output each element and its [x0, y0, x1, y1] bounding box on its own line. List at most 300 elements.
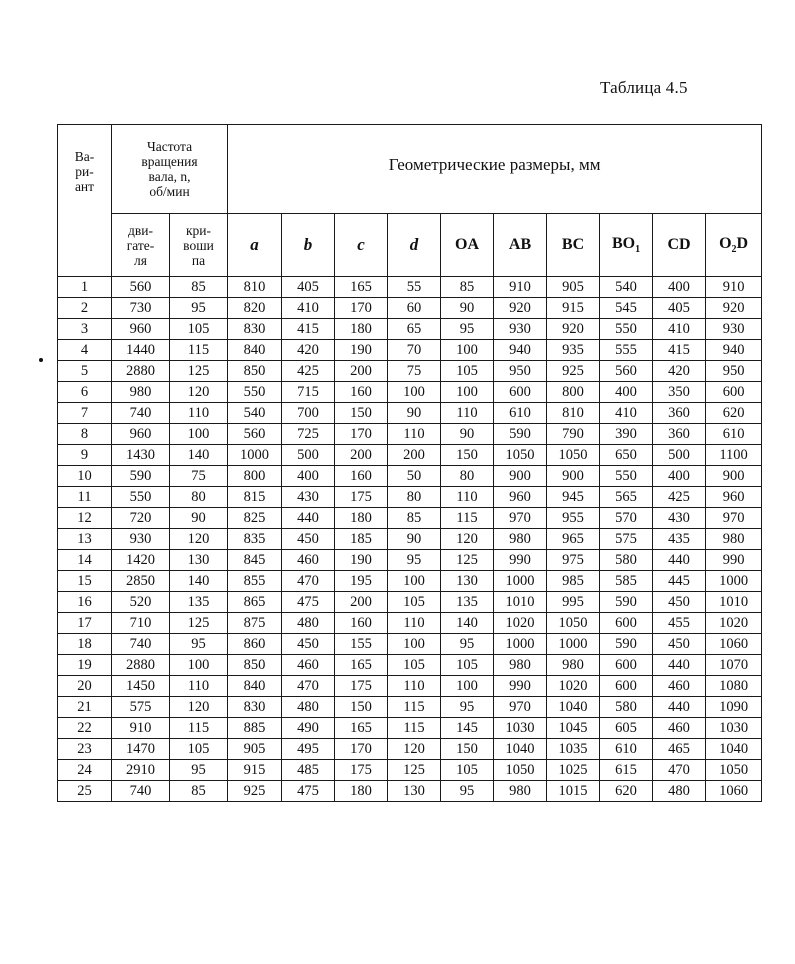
cell-variant: 4 [58, 340, 112, 361]
cell-cd: 350 [653, 382, 706, 403]
cell-d: 60 [388, 298, 441, 319]
cell-o2d: 1040 [706, 739, 762, 760]
cell-crank-rpm: 85 [170, 781, 228, 802]
cell-bo1: 620 [600, 781, 653, 802]
cell-a: 865 [228, 592, 282, 613]
cell-bc: 810 [547, 403, 600, 424]
cell-cd: 460 [653, 676, 706, 697]
cell-bo1: 550 [600, 466, 653, 487]
table-row [58, 445, 762, 466]
cell-bc: 905 [547, 277, 600, 298]
cell-o2d: 960 [706, 487, 762, 508]
cell-b: 450 [282, 634, 335, 655]
cell-motor-rpm: 730 [112, 298, 170, 319]
cell-c: 150 [335, 403, 388, 424]
cell-variant: 5 [58, 361, 112, 382]
cell-c: 165 [335, 655, 388, 676]
cell-d: 105 [388, 592, 441, 613]
cell-b: 700 [282, 403, 335, 424]
cell-ab: 1020 [494, 613, 547, 634]
cell-b: 715 [282, 382, 335, 403]
cell-bc: 925 [547, 361, 600, 382]
cell-variant: 19 [58, 655, 112, 676]
cell-motor-rpm: 960 [112, 424, 170, 445]
cell-oa: 80 [441, 466, 494, 487]
table-row [58, 298, 762, 319]
cell-bo1: 605 [600, 718, 653, 739]
cell-ab: 1040 [494, 739, 547, 760]
cell-bc: 975 [547, 550, 600, 571]
cell-oa: 145 [441, 718, 494, 739]
cell-bc: 995 [547, 592, 600, 613]
cell-crank-rpm: 85 [170, 277, 228, 298]
cell-motor-rpm: 1450 [112, 676, 170, 697]
cell-variant: 25 [58, 781, 112, 802]
cell-bo1: 600 [600, 613, 653, 634]
header-bo1-sub: 1 [635, 244, 641, 256]
cell-oa: 105 [441, 361, 494, 382]
cell-b: 490 [282, 718, 335, 739]
cell-o2d: 970 [706, 508, 762, 529]
cell-o2d: 1060 [706, 781, 762, 802]
table-row [58, 697, 762, 718]
cell-cd: 450 [653, 592, 706, 613]
cell-d: 65 [388, 319, 441, 340]
cell-a: 925 [228, 781, 282, 802]
cell-bo1: 410 [600, 403, 653, 424]
cell-bo1: 575 [600, 529, 653, 550]
cell-d: 110 [388, 676, 441, 697]
cell-c: 200 [335, 361, 388, 382]
cell-motor-rpm: 575 [112, 697, 170, 718]
cell-oa: 95 [441, 634, 494, 655]
cell-o2d: 1010 [706, 592, 762, 613]
cell-a: 875 [228, 613, 282, 634]
table-row [58, 718, 762, 739]
cell-bo1: 580 [600, 697, 653, 718]
cell-o2d: 980 [706, 529, 762, 550]
cell-variant: 20 [58, 676, 112, 697]
cell-b: 425 [282, 361, 335, 382]
cell-c: 170 [335, 424, 388, 445]
cell-d: 100 [388, 634, 441, 655]
cell-o2d: 1020 [706, 613, 762, 634]
cell-o2d: 1070 [706, 655, 762, 676]
header-variant: Ва- ри- ант [58, 125, 112, 277]
cell-b: 415 [282, 319, 335, 340]
cell-oa: 130 [441, 571, 494, 592]
cell-b: 405 [282, 277, 335, 298]
cell-ab: 610 [494, 403, 547, 424]
cell-ab: 1050 [494, 445, 547, 466]
cell-c: 195 [335, 571, 388, 592]
cell-motor-rpm: 1430 [112, 445, 170, 466]
cell-oa: 85 [441, 277, 494, 298]
cell-a: 810 [228, 277, 282, 298]
cell-bc: 980 [547, 655, 600, 676]
cell-oa: 95 [441, 319, 494, 340]
cell-variant: 3 [58, 319, 112, 340]
header-o2d-sub: 2 [731, 244, 737, 256]
cell-bo1: 600 [600, 676, 653, 697]
cell-cd: 440 [653, 697, 706, 718]
cell-motor-rpm: 740 [112, 403, 170, 424]
cell-c: 200 [335, 592, 388, 613]
table-row [58, 319, 762, 340]
cell-bc: 915 [547, 298, 600, 319]
cell-o2d: 1060 [706, 634, 762, 655]
cell-oa: 100 [441, 382, 494, 403]
cell-crank-rpm: 105 [170, 319, 228, 340]
cell-variant: 18 [58, 634, 112, 655]
cell-oa: 95 [441, 697, 494, 718]
cell-cd: 425 [653, 487, 706, 508]
table-row [58, 403, 762, 424]
cell-variant: 16 [58, 592, 112, 613]
header-geometry-group: Геометрические размеры, мм [228, 125, 762, 214]
header-d: d [388, 214, 441, 277]
cell-c: 175 [335, 676, 388, 697]
cell-b: 500 [282, 445, 335, 466]
cell-bo1: 400 [600, 382, 653, 403]
cell-bc: 1045 [547, 718, 600, 739]
table-body [58, 277, 762, 802]
cell-bc: 900 [547, 466, 600, 487]
cell-a: 860 [228, 634, 282, 655]
cell-ab: 910 [494, 277, 547, 298]
cell-cd: 400 [653, 466, 706, 487]
cell-a: 550 [228, 382, 282, 403]
cell-crank-rpm: 140 [170, 445, 228, 466]
header-bo1 [600, 214, 653, 277]
cell-d: 110 [388, 613, 441, 634]
table-row [58, 760, 762, 781]
cell-cd: 470 [653, 760, 706, 781]
header-crank: кри- воши па [170, 214, 228, 277]
cell-bo1: 650 [600, 445, 653, 466]
cell-motor-rpm: 710 [112, 613, 170, 634]
cell-bo1: 390 [600, 424, 653, 445]
cell-b: 470 [282, 571, 335, 592]
cell-b: 475 [282, 781, 335, 802]
cell-crank-rpm: 115 [170, 718, 228, 739]
cell-c: 170 [335, 739, 388, 760]
cell-crank-rpm: 120 [170, 529, 228, 550]
cell-motor-rpm: 560 [112, 277, 170, 298]
cell-a: 1000 [228, 445, 282, 466]
cell-crank-rpm: 105 [170, 739, 228, 760]
header-b: b [282, 214, 335, 277]
cell-b: 460 [282, 655, 335, 676]
cell-crank-rpm: 135 [170, 592, 228, 613]
cell-variant: 1 [58, 277, 112, 298]
table-row [58, 340, 762, 361]
cell-d: 125 [388, 760, 441, 781]
cell-cd: 440 [653, 655, 706, 676]
cell-d: 55 [388, 277, 441, 298]
cell-oa: 110 [441, 487, 494, 508]
cell-ab: 1030 [494, 718, 547, 739]
cell-motor-rpm: 1420 [112, 550, 170, 571]
cell-bc: 965 [547, 529, 600, 550]
cell-b: 495 [282, 739, 335, 760]
cell-bc: 1020 [547, 676, 600, 697]
cell-oa: 95 [441, 781, 494, 802]
cell-cd: 360 [653, 403, 706, 424]
cell-b: 480 [282, 697, 335, 718]
cell-c: 200 [335, 445, 388, 466]
cell-cd: 445 [653, 571, 706, 592]
cell-c: 175 [335, 487, 388, 508]
cell-bo1: 570 [600, 508, 653, 529]
cell-crank-rpm: 110 [170, 403, 228, 424]
cell-variant: 11 [58, 487, 112, 508]
cell-variant: 24 [58, 760, 112, 781]
cell-bc: 790 [547, 424, 600, 445]
cell-cd: 440 [653, 550, 706, 571]
cell-variant: 14 [58, 550, 112, 571]
cell-bo1: 550 [600, 319, 653, 340]
cell-o2d: 1050 [706, 760, 762, 781]
cell-oa: 110 [441, 403, 494, 424]
cell-c: 180 [335, 319, 388, 340]
cell-bc: 1050 [547, 613, 600, 634]
table-row [58, 529, 762, 550]
cell-d: 85 [388, 508, 441, 529]
table-row [58, 634, 762, 655]
cell-o2d: 900 [706, 466, 762, 487]
cell-motor-rpm: 1440 [112, 340, 170, 361]
header-o2d-pre: O [719, 234, 732, 252]
cell-ab: 590 [494, 424, 547, 445]
cell-c: 165 [335, 718, 388, 739]
cell-variant: 12 [58, 508, 112, 529]
cell-crank-rpm: 95 [170, 298, 228, 319]
cell-crank-rpm: 115 [170, 340, 228, 361]
cell-o2d: 940 [706, 340, 762, 361]
cell-ab: 990 [494, 550, 547, 571]
cell-b: 430 [282, 487, 335, 508]
cell-oa: 115 [441, 508, 494, 529]
cell-bc: 1040 [547, 697, 600, 718]
cell-motor-rpm: 980 [112, 382, 170, 403]
cell-motor-rpm: 2880 [112, 655, 170, 676]
cell-b: 450 [282, 529, 335, 550]
cell-a: 850 [228, 361, 282, 382]
cell-ab: 970 [494, 697, 547, 718]
cell-oa: 120 [441, 529, 494, 550]
cell-o2d: 990 [706, 550, 762, 571]
cell-b: 440 [282, 508, 335, 529]
cell-motor-rpm: 590 [112, 466, 170, 487]
table-header [58, 125, 762, 277]
cell-motor-rpm: 2880 [112, 361, 170, 382]
cell-motor-rpm: 740 [112, 781, 170, 802]
cell-b: 485 [282, 760, 335, 781]
cell-a: 835 [228, 529, 282, 550]
cell-bc: 955 [547, 508, 600, 529]
cell-oa: 105 [441, 655, 494, 676]
cell-bo1: 540 [600, 277, 653, 298]
cell-ab: 1050 [494, 760, 547, 781]
cell-variant: 17 [58, 613, 112, 634]
cell-crank-rpm: 80 [170, 487, 228, 508]
cell-bo1: 545 [600, 298, 653, 319]
cell-a: 825 [228, 508, 282, 529]
cell-c: 180 [335, 781, 388, 802]
cell-bc: 1015 [547, 781, 600, 802]
cell-cd: 460 [653, 718, 706, 739]
cell-oa: 150 [441, 739, 494, 760]
cell-cd: 400 [653, 277, 706, 298]
cell-variant: 10 [58, 466, 112, 487]
table-row [58, 781, 762, 802]
cell-bc: 985 [547, 571, 600, 592]
cell-cd: 415 [653, 340, 706, 361]
cell-c: 190 [335, 340, 388, 361]
cell-cd: 435 [653, 529, 706, 550]
cell-bc: 920 [547, 319, 600, 340]
cell-o2d: 950 [706, 361, 762, 382]
cell-crank-rpm: 95 [170, 634, 228, 655]
cell-a: 855 [228, 571, 282, 592]
table-row [58, 487, 762, 508]
cell-bc: 1000 [547, 634, 600, 655]
header-o2d-post: D [736, 234, 749, 252]
cell-motor-rpm: 910 [112, 718, 170, 739]
cell-b: 410 [282, 298, 335, 319]
table-row [58, 382, 762, 403]
cell-bo1: 600 [600, 655, 653, 676]
cell-c: 190 [335, 550, 388, 571]
table-row [58, 676, 762, 697]
cell-variant: 2 [58, 298, 112, 319]
table-row [58, 277, 762, 298]
cell-ab: 930 [494, 319, 547, 340]
cell-bc: 935 [547, 340, 600, 361]
cell-crank-rpm: 120 [170, 697, 228, 718]
cell-d: 105 [388, 655, 441, 676]
cell-o2d: 1000 [706, 571, 762, 592]
table-row [58, 571, 762, 592]
header-cd: CD [653, 214, 706, 277]
cell-c: 160 [335, 382, 388, 403]
cell-d: 50 [388, 466, 441, 487]
cell-b: 470 [282, 676, 335, 697]
table-row [58, 508, 762, 529]
table-row [58, 466, 762, 487]
header-a: a [228, 214, 282, 277]
cell-oa: 105 [441, 760, 494, 781]
header-c: c [335, 214, 388, 277]
cell-oa: 90 [441, 298, 494, 319]
cell-o2d: 1090 [706, 697, 762, 718]
cell-d: 115 [388, 697, 441, 718]
cell-a: 560 [228, 424, 282, 445]
cell-d: 130 [388, 781, 441, 802]
cell-a: 840 [228, 340, 282, 361]
scan-speck [39, 358, 43, 362]
cell-a: 540 [228, 403, 282, 424]
cell-ab: 980 [494, 781, 547, 802]
cell-oa: 90 [441, 424, 494, 445]
cell-a: 850 [228, 655, 282, 676]
cell-oa: 100 [441, 676, 494, 697]
cell-a: 800 [228, 466, 282, 487]
cell-ab: 960 [494, 487, 547, 508]
cell-bc: 1035 [547, 739, 600, 760]
cell-d: 100 [388, 571, 441, 592]
cell-a: 840 [228, 676, 282, 697]
cell-cd: 360 [653, 424, 706, 445]
cell-o2d: 930 [706, 319, 762, 340]
cell-bo1: 560 [600, 361, 653, 382]
cell-variant: 22 [58, 718, 112, 739]
cell-bo1: 615 [600, 760, 653, 781]
cell-bo1: 565 [600, 487, 653, 508]
cell-cd: 430 [653, 508, 706, 529]
cell-variant: 15 [58, 571, 112, 592]
cell-d: 90 [388, 529, 441, 550]
cell-o2d: 910 [706, 277, 762, 298]
table-row [58, 592, 762, 613]
header-bo1-main: BO [611, 234, 636, 252]
cell-variant: 7 [58, 403, 112, 424]
cell-ab: 980 [494, 529, 547, 550]
cell-o2d: 610 [706, 424, 762, 445]
cell-d: 75 [388, 361, 441, 382]
cell-d: 100 [388, 382, 441, 403]
header-ab: AB [494, 214, 547, 277]
cell-b: 475 [282, 592, 335, 613]
cell-bc: 1025 [547, 760, 600, 781]
cell-variant: 6 [58, 382, 112, 403]
cell-motor-rpm: 930 [112, 529, 170, 550]
cell-a: 815 [228, 487, 282, 508]
cell-ab: 1010 [494, 592, 547, 613]
cell-crank-rpm: 120 [170, 382, 228, 403]
cell-bo1: 590 [600, 592, 653, 613]
header-oa: OA [441, 214, 494, 277]
cell-crank-rpm: 125 [170, 361, 228, 382]
cell-cd: 410 [653, 319, 706, 340]
cell-motor-rpm: 1470 [112, 739, 170, 760]
cell-d: 70 [388, 340, 441, 361]
cell-d: 95 [388, 550, 441, 571]
cell-ab: 990 [494, 676, 547, 697]
cell-bo1: 585 [600, 571, 653, 592]
cell-bc: 1050 [547, 445, 600, 466]
cell-bo1: 590 [600, 634, 653, 655]
cell-motor-rpm: 740 [112, 634, 170, 655]
cell-o2d: 600 [706, 382, 762, 403]
table-row [58, 655, 762, 676]
cell-cd: 465 [653, 739, 706, 760]
header-motor: дви- гате- ля [112, 214, 170, 277]
cell-bo1: 610 [600, 739, 653, 760]
cell-ab: 1000 [494, 634, 547, 655]
cell-oa: 150 [441, 445, 494, 466]
cell-cd: 480 [653, 781, 706, 802]
cell-bo1: 555 [600, 340, 653, 361]
cell-b: 460 [282, 550, 335, 571]
cell-ab: 950 [494, 361, 547, 382]
cell-o2d: 620 [706, 403, 762, 424]
cell-ab: 920 [494, 298, 547, 319]
cell-bo1: 580 [600, 550, 653, 571]
header-rotation-group: Частота вращения вала, n, об/мин [112, 125, 228, 214]
table-caption: Таблица 4.5 [600, 78, 688, 97]
